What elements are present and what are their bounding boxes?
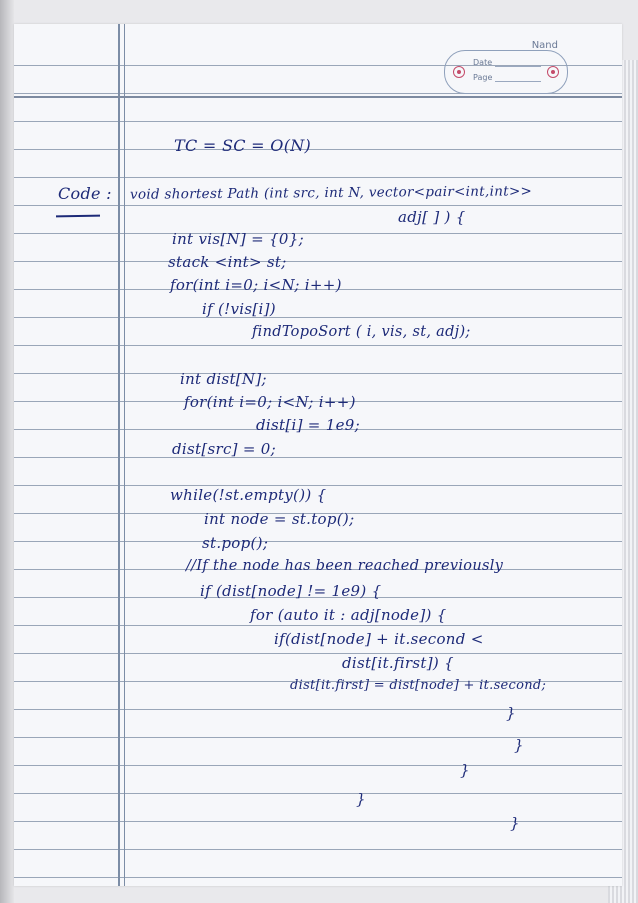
code-line-4: stack <int> st; xyxy=(168,253,287,271)
binding-shadow xyxy=(0,0,14,903)
code-underline xyxy=(56,215,100,217)
code-line-14: st.pop(); xyxy=(202,534,269,552)
page-label: Page xyxy=(473,73,493,82)
closing-brace: } xyxy=(506,704,516,722)
code-line-20: dist[it.first] = dist[node] + it.second; xyxy=(290,678,547,693)
code-line-6: if (!vis[i]) xyxy=(202,300,276,318)
header-rule xyxy=(14,96,622,98)
closing-brace: } xyxy=(356,790,366,808)
date-label: Date xyxy=(473,58,493,67)
code-line-10: dist[i] = 1e9; xyxy=(256,416,360,434)
code-line-7: findTopoSort ( i, vis, st, adj); xyxy=(252,324,471,340)
code-line-9: for(int i=0; i<N; i++) xyxy=(184,393,356,411)
code-line-16: if (dist[node] != 1e9) { xyxy=(200,582,382,600)
code-line-3: int vis[N] = {0}; xyxy=(172,230,304,248)
code-line-5: for(int i=0; i<N; i++) xyxy=(170,276,342,294)
date-field-line xyxy=(495,66,541,67)
margin-line xyxy=(118,24,120,886)
code-line-13: int node = st.top(); xyxy=(204,510,355,528)
page-field-line xyxy=(495,81,541,82)
code-line-8: int dist[N]; xyxy=(180,370,267,388)
brand-logo: Nand xyxy=(531,40,558,51)
code-line-19: dist[it.first]) { xyxy=(342,654,454,672)
notebook-page xyxy=(14,24,622,886)
margin-line-inner xyxy=(124,24,125,886)
code-label: Code : xyxy=(58,184,112,203)
code-line-2: adj[ ] ) { xyxy=(398,208,466,226)
code-line-11: dist[src] = 0; xyxy=(172,440,276,458)
date-page-box xyxy=(444,50,568,94)
code-line-17: for (auto it : adj[node]) { xyxy=(250,606,447,624)
code-line-1: void shortest Path (int src, int N, vector<pair<int,int>> xyxy=(129,183,533,203)
ornament-icon xyxy=(547,66,559,78)
closing-brace: } xyxy=(510,814,520,832)
closing-brace: } xyxy=(514,736,524,754)
closing-brace: } xyxy=(460,761,470,779)
complexity-line: TC = SC = O(N) xyxy=(174,136,312,155)
code-line-18: if(dist[node] + it.second < xyxy=(274,630,484,648)
ornament-icon xyxy=(453,66,465,78)
code-line-12: while(!st.empty()) { xyxy=(170,486,327,504)
code-comment: //If the node has been reached previously xyxy=(186,558,504,574)
